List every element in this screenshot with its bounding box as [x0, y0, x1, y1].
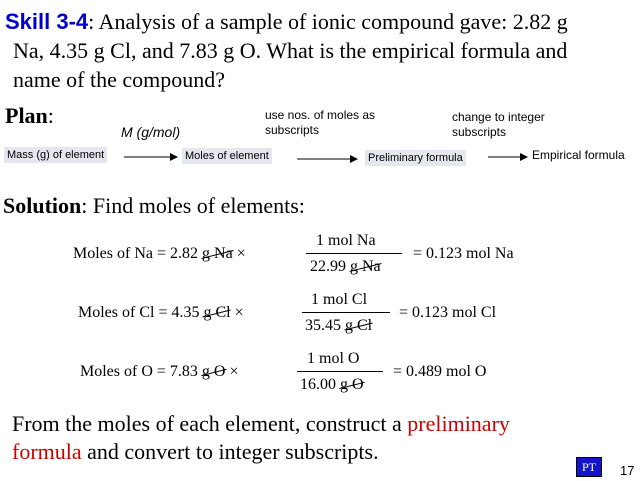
problem-statement-line2: Na, 4.35 g Cl, and 7.83 g O. What is the empirical formula and — [13, 38, 568, 63]
equation-cl-fraction-bar — [302, 312, 390, 313]
step-empirical: Empirical formula — [532, 148, 625, 162]
molar-mass-label: M (g/mol) — [121, 124, 181, 140]
equation-o-fraction-bar — [297, 371, 383, 372]
problem-statement-line3: name of the compound? — [13, 67, 225, 92]
note-integer-subscripts: change to integer subscripts — [452, 110, 545, 139]
equation-o-numerator: 1 mol O — [307, 350, 360, 367]
equation-na-numerator: 1 mol Na — [316, 232, 376, 249]
step-mass: Mass (g) of element — [4, 147, 107, 163]
solution-heading: Solution: Find moles of elements: — [3, 193, 305, 218]
equation-cl-denominator: 35.45 g Cl — [305, 317, 373, 334]
equation-cl: Moles of Cl = 4.35 g Cl × — [78, 304, 244, 321]
equation-o: Moles of O = 7.83 g O × — [80, 363, 239, 380]
equation-cl-numerator: 1 mol Cl — [311, 291, 368, 308]
periodic-table-button[interactable]: PT — [576, 457, 602, 477]
equation-o-denominator: 16.00 g O — [300, 376, 364, 393]
equation-na-result: = 0.123 mol Na — [413, 245, 514, 262]
step-moles: Moles of element — [182, 148, 272, 164]
highlight-preliminary: preliminary — [407, 411, 510, 436]
page-number: 17 — [620, 463, 635, 478]
plan-heading: Plan: — [5, 103, 54, 128]
skill-label: Skill 3-4 — [5, 9, 89, 34]
plan-arrows — [0, 0, 640, 200]
equation-na-fraction-bar — [306, 253, 402, 254]
highlight-formula: formula — [12, 439, 82, 464]
step-preliminary: Preliminary formula — [365, 150, 466, 166]
equation-na-denominator: 22.99 g Na — [310, 258, 381, 275]
conclusion-text: From the moles of each element, construct a preliminary formula and convert to integer subscripts. — [12, 411, 510, 464]
equation-cl-result: = 0.123 mol Cl — [399, 304, 497, 321]
equation-na: Moles of Na = 2.82 g Na × — [73, 245, 246, 262]
note-subscripts: use nos. of moles as subscripts — [265, 108, 376, 137]
equation-o-result: = 0.489 mol O — [393, 363, 487, 380]
problem-statement-line1: Skill 3-4: Analysis of a sample of ionic compound gave: 2.82 g — [5, 9, 568, 34]
